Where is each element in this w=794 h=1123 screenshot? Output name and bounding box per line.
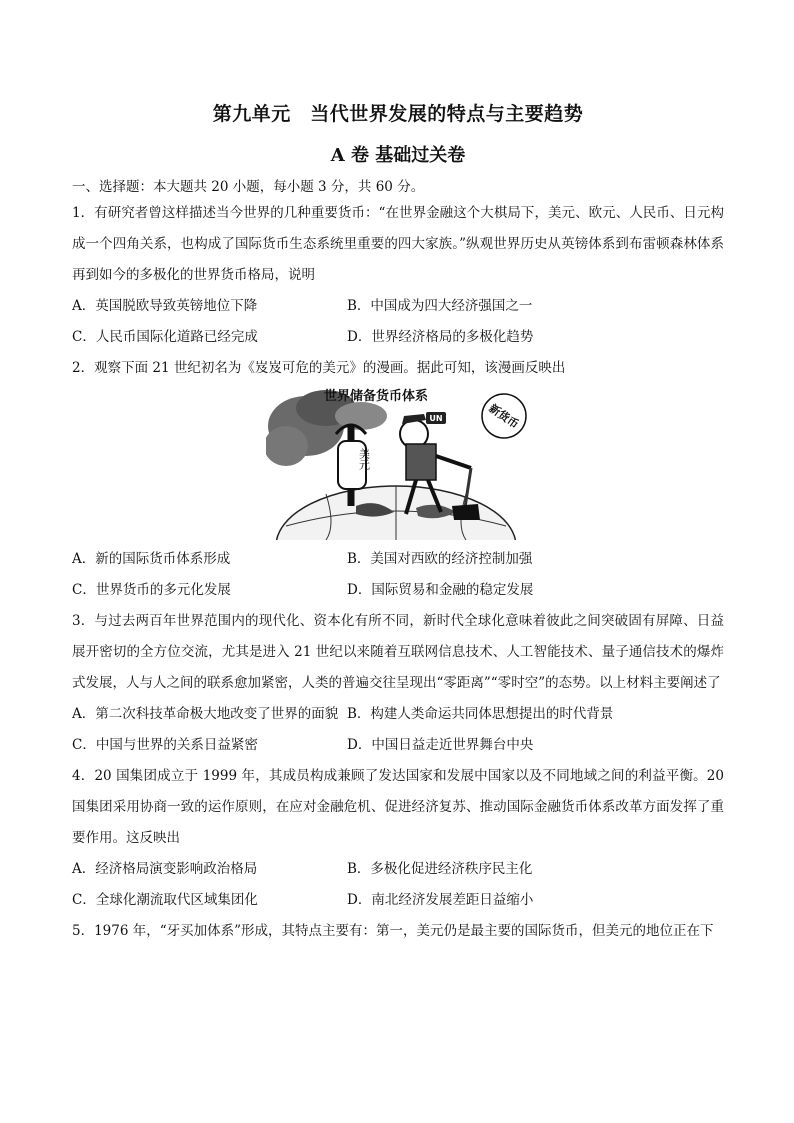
exam-page [72,100,724,947]
question-2 [72,353,724,606]
cartoon-dollar-label: 美元 [357,448,371,470]
page-title: 第九单元 当代世界发展的特点与主要趋势 [212,103,584,125]
cartoon-caption: 世界储备货币体系 [323,389,429,404]
cartoon-container [72,386,724,540]
question-options [72,854,724,916]
page-subtitle: A 卷 基础过关卷 [330,145,466,166]
question-stem: 1．有研究者曾这样描述当今世界的几种重要货币：“在世界金融这个大棋局下，美元、欧元、人民币、日元构成一个四角关系，也构成了国际货币生态系统里重要的四大家族。”纵观世界历史从英镑体系到布雷顿森林体系再到如今的多极化的世界货币格局，说明 [72,205,724,283]
option-b[interactable]: B．构建人类命运共同体思想提出的时代背景 [347,706,614,722]
question-options [72,544,724,606]
option-c[interactable]: C．全球化潮流取代区域集团化 [72,892,258,908]
question-stem: 5．1976 年，“牙买加体系”形成，其特点主要有：第一，美元仍是最主要的国际货币，但美元的地位正在下 [72,923,714,939]
question-5 [72,916,724,947]
option-b[interactable]: B．中国成为四大经济强国之一 [347,298,533,314]
option-c[interactable]: C．中国与世界的关系日益紧密 [72,737,258,753]
cartoon-new-currency-label: 新货币 [486,401,521,432]
option-d[interactable]: D．国际贸易和金融的稳定发展 [347,582,534,598]
option-a[interactable]: A．新的国际货币体系形成 [72,551,231,567]
option-d[interactable]: D．南北经济发展差距日益缩小 [347,892,534,908]
question-options [72,291,724,353]
question-3 [72,606,724,761]
option-a[interactable]: A．经济格局演变影响政治格局 [72,861,258,877]
question-stem: 3．与过去两百年世界范围内的现代化、资本化有所不同，新时代全球化意味着彼此之间突破固有屏障、日益展开密切的全方位交流，尤其是进入 21 世纪以来随着互联网信息技术、人工智能技术、量子通信技术的爆炸式发展，人与人之间的联系愈加紧密，人类的普遍交往呈现出“零距离”“零时空”的态势。以上材料主要阐述了 [72,613,724,691]
option-c[interactable]: C．人民币国际化道路已经完成 [72,329,258,345]
option-b[interactable]: B．多极化促进经济秩序民主化 [347,861,533,877]
option-d[interactable]: D．中国日益走近世界舞台中央 [347,737,534,753]
question-stem: 2．观察下面 21 世纪初名为《岌岌可危的美元》的漫画。据此可知，该漫画反映出 [72,360,566,376]
section-heading: 一、选择题：本大题共 20 小题，每小题 3 分，共 60 分。 [72,179,425,195]
option-a[interactable]: A．英国脱欧导致英镑地位下降 [72,298,258,314]
cartoon-image [266,386,530,540]
option-a[interactable]: A．第二次科技革命极大地改变了世界的面貌 [72,706,339,722]
option-d[interactable]: D．世界经济格局的多极化趋势 [347,329,534,345]
question-4 [72,761,724,916]
question-stem: 4．20 国集团成立于 1999 年，其成员构成兼顾了发达国家和发展中国家以及不同地域之间的利益平衡。20 国集团采用协商一致的运作原则，在应对金融危机、促进经济复苏、推动国际金融货币体系改革方面发挥了重要作用。这反映出 [72,768,724,846]
question-1 [72,198,724,353]
cartoon-un-label: UN [429,414,443,423]
question-options [72,699,724,761]
option-c[interactable]: C．世界货币的多元化发展 [72,582,231,598]
option-b[interactable]: B．美国对西欧的经济控制加强 [347,551,533,567]
